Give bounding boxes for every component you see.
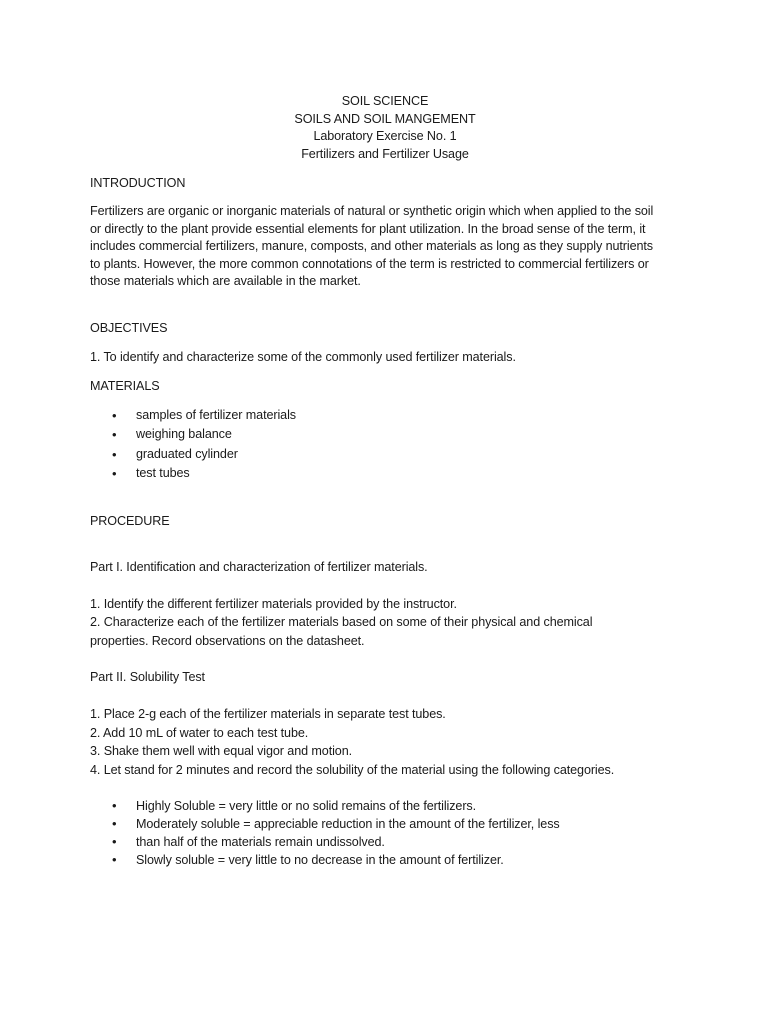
- introduction-line: or directly to the plant provide essential elements for plant utilization. In the broad sense of the term, it: [90, 221, 646, 236]
- exercise-title: Fertilizers and Fertilizer Usage: [301, 146, 469, 161]
- material-label: test tubes: [136, 466, 190, 480]
- document-page: [90, 93, 690, 869]
- step-line: 4. Let stand for 2 minutes and record the solubility of the material using the following categories.: [90, 762, 615, 777]
- title-block: [80, 93, 690, 163]
- list-item: [90, 464, 690, 484]
- materials-heading: MATERIALS: [90, 378, 160, 393]
- step-line: 3. Shake them well with equal vigor and motion.: [90, 744, 353, 758]
- introduction-heading: INTRODUCTION: [90, 176, 186, 190]
- introduction-paragraph: [90, 203, 690, 291]
- bullet-icon: •: [112, 427, 117, 442]
- procedure-heading: PROCEDURE: [90, 513, 170, 528]
- step-line: 1. Place 2-g each of the fertilizer materials in separate test tubes.: [90, 707, 446, 721]
- step-line: 1. Identify the different fertilizer materials provided by the instructor.: [90, 596, 457, 611]
- objectives-heading: OBJECTIVES: [90, 320, 168, 335]
- material-label: samples of fertilizer materials: [136, 407, 296, 422]
- list-item: [90, 445, 690, 465]
- step-line: 2. Characterize each of the fertilizer materials based on some of their physical and chemical: [90, 615, 593, 629]
- bullet-icon: •: [112, 466, 117, 481]
- materials-list: [90, 406, 690, 484]
- category-label: Moderately soluble = appreciable reduction in the amount of the fertilizer, less: [136, 817, 560, 831]
- category-label: Highly Soluble = very little or no solid remains of the fertilizers.: [136, 799, 477, 813]
- bullet-icon: •: [112, 834, 117, 849]
- material-label: weighing balance: [136, 427, 232, 441]
- introduction-line: those materials which are available in the market.: [90, 274, 361, 288]
- list-item: [90, 815, 690, 833]
- list-item: [90, 851, 690, 869]
- bullet-icon: •: [112, 852, 117, 867]
- part1-title: Part I. Identification and characterization of fertilizer materials.: [90, 559, 428, 574]
- list-item: [90, 797, 690, 815]
- bullet-icon: •: [112, 816, 117, 831]
- course-title: SOIL SCIENCE: [341, 94, 429, 108]
- list-item: [90, 425, 690, 445]
- part1-steps: [90, 595, 690, 651]
- part2-steps: [90, 705, 690, 779]
- category-label: than half of the materials remain undissolved.: [136, 835, 385, 849]
- introduction-line: includes commercial fertilizers, manure, composts, and other materials as long as they supply nutrients: [90, 239, 653, 253]
- course-subtitle: SOILS AND SOIL MANGEMENT: [294, 111, 476, 126]
- solubility-categories: [90, 797, 690, 869]
- objective-item: 1. To identify and characterize some of the commonly used fertilizer materials.: [90, 349, 516, 364]
- list-item: [90, 833, 690, 851]
- introduction-line: to plants. However, the more common connotations of the term is restricted to commercial fertilizers or: [90, 256, 649, 271]
- exercise-number: Laboratory Exercise No. 1: [313, 129, 457, 143]
- step-line: properties. Record observations on the datasheet.: [90, 633, 365, 648]
- category-label: Slowly soluble = very little to no decrease in the amount of fertilizer.: [136, 853, 504, 867]
- bullet-icon: •: [112, 446, 117, 462]
- introduction-line: Fertilizers are organic or inorganic materials of natural or synthetic origin which when applied to the soil: [90, 204, 654, 218]
- material-label: graduated cylinder: [136, 446, 238, 461]
- part2-title: Part II. Solubility Test: [90, 670, 205, 684]
- list-item: [90, 406, 690, 426]
- step-line: 2. Add 10 mL of water to each test tube.: [90, 725, 309, 740]
- bullet-icon: •: [112, 407, 117, 423]
- bullet-icon: •: [112, 798, 117, 813]
